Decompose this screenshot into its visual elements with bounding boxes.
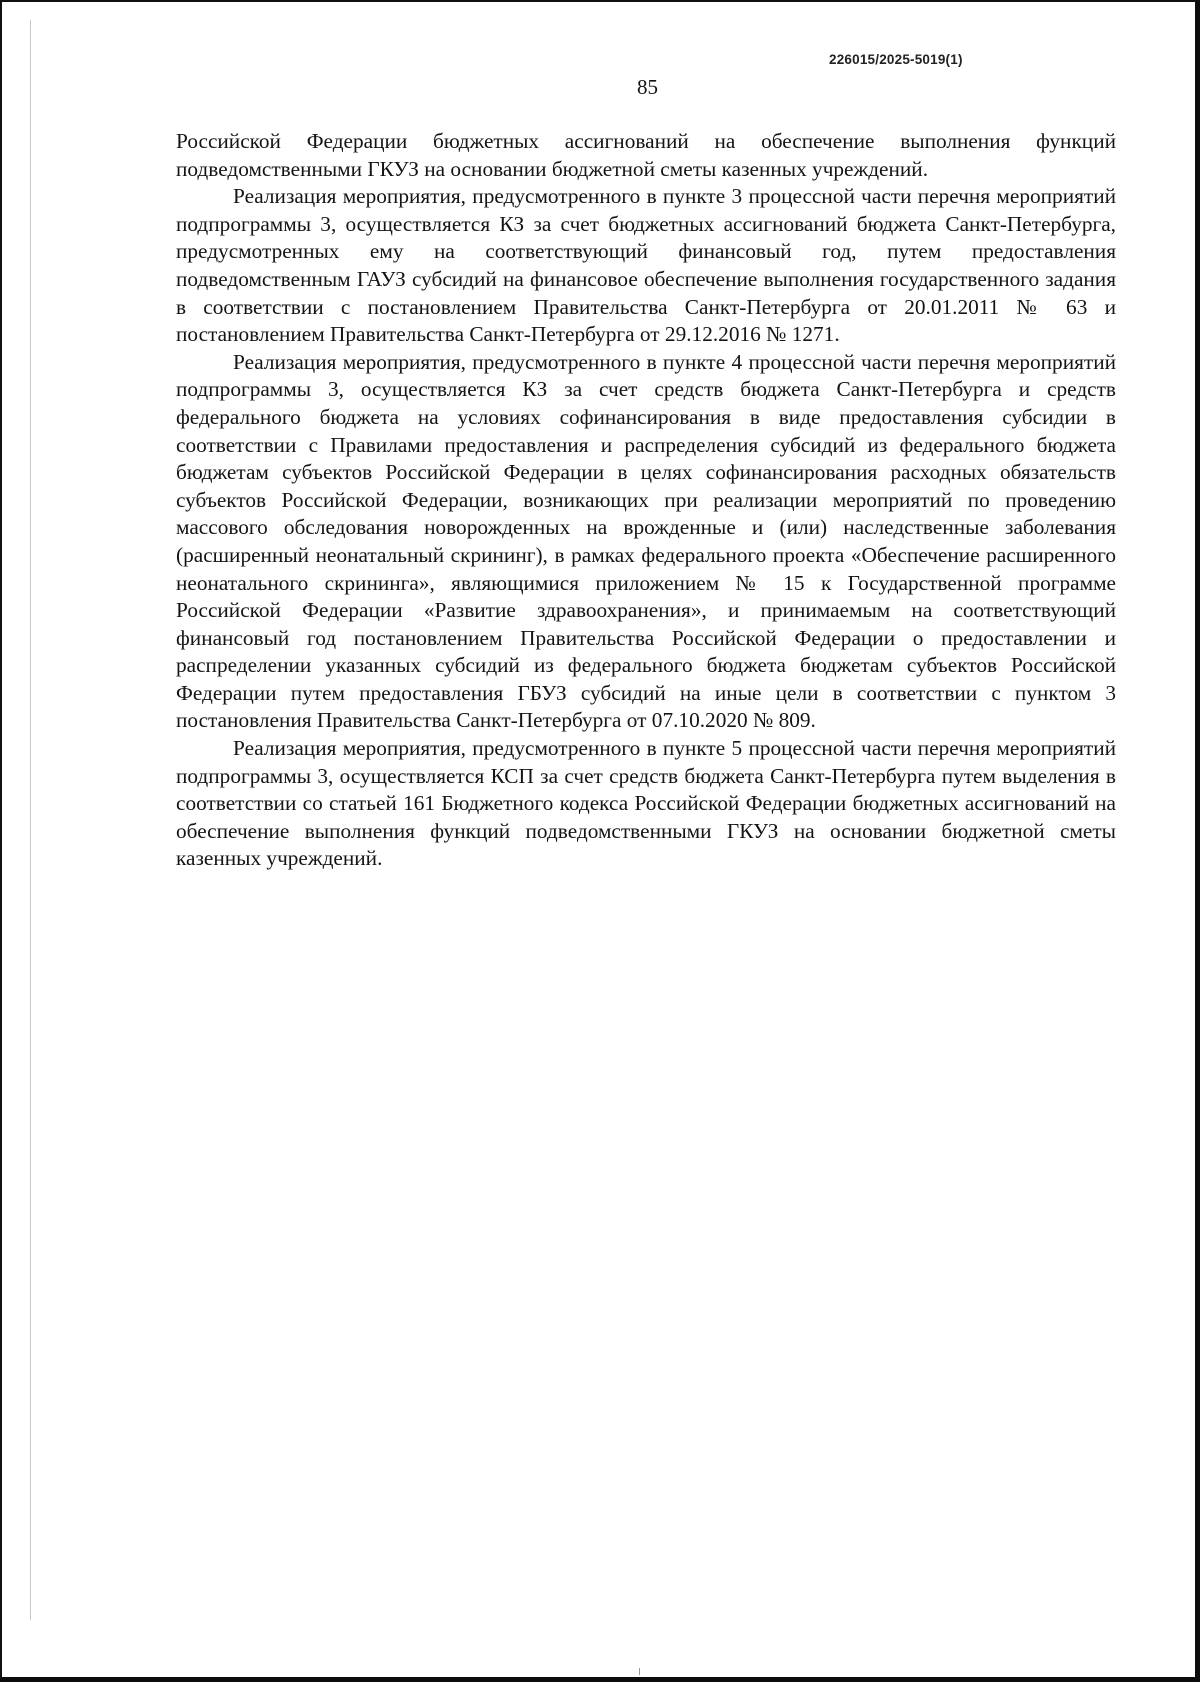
paragraph-continuation: Российской Федерации бюджетных ассигнований на обеспечение выполнения функций подведомственными ГКУЗ на основании бюджетной сметы казенных учреждений. xyxy=(176,129,1116,181)
page-number: 85 xyxy=(637,75,658,99)
document-registration-code: 226015/2025-5019(1) xyxy=(829,52,963,67)
paragraph-item-5: Реализация мероприятия, предусмотренного в пункте 5 процессной части перечня мероприятий подпрограммы 3, осуществляется КСП за счет средств бюджета Санкт-Петербурга путем выделения в соответствии со статьей 161 Бюджетного кодекса Российской Федерации бюджетных ассигнований на обеспечение выполнения функций подведомственными ГКУЗ на основании бюджетной сметы казенных учреждений. xyxy=(176,736,1116,871)
scan-artifact-tick xyxy=(639,1668,640,1675)
document-body xyxy=(176,128,1116,873)
scan-artifact-line xyxy=(30,20,31,1620)
paragraph-item-3: Реализация мероприятия, предусмотренного в пункте 3 процессной части перечня мероприятий подпрограммы 3, осуществляется КЗ за счет бюджетных ассигнований бюджета Санкт-Петербурга, предусмотренных ему на соответствующий финансовый год, путем предоставления подведомственным ГАУЗ субсидий на финансовое обеспечение выполнения государственного задания в соответствии с постановлением Правительства Санкт-Петербурга от 20.01.2011 № 63 и постановлением Правительства Санкт-Петербурга от 29.12.2016 № 1271. xyxy=(176,184,1116,347)
paragraph-item-4: Реализация мероприятия, предусмотренного в пункте 4 процессной части перечня мероприятий подпрограммы 3, осуществляется КЗ за счет средств бюджета Санкт-Петербурга и средств федерального бюджета на условиях софинансирования в виде предоставления субсидии в соответствии с Правилами предоставления и распределения субсидий из федерального бюджета бюджетам субъектов Российской Федерации в целях софинансирования расходных обязательств субъектов Российской Федерации, возникающих при реализации мероприятий по проведению массового обследования новорожденных на врожденные и (или) наследственные заболевания (расширенный неонатальный скрининг), в рамках федерального проекта «Обеспечение расширенного неонатального скрининга», являющимися приложением № 15 к Государственной программе Российской Федерации «Развитие здравоохранения», и принимаемым на соответствующий финансовый год постановлением Правительства Российской Федерации о предоставлении и распределении указанных субсидий из федерального бюджета бюджетам субъектов Российской Федерации путем предоставления ГБУЗ субсидий на иные цели в соответствии с пунктом 3 постановления Правительства Санкт-Петербурга от 07.10.2020 № 809. xyxy=(176,349,1116,733)
